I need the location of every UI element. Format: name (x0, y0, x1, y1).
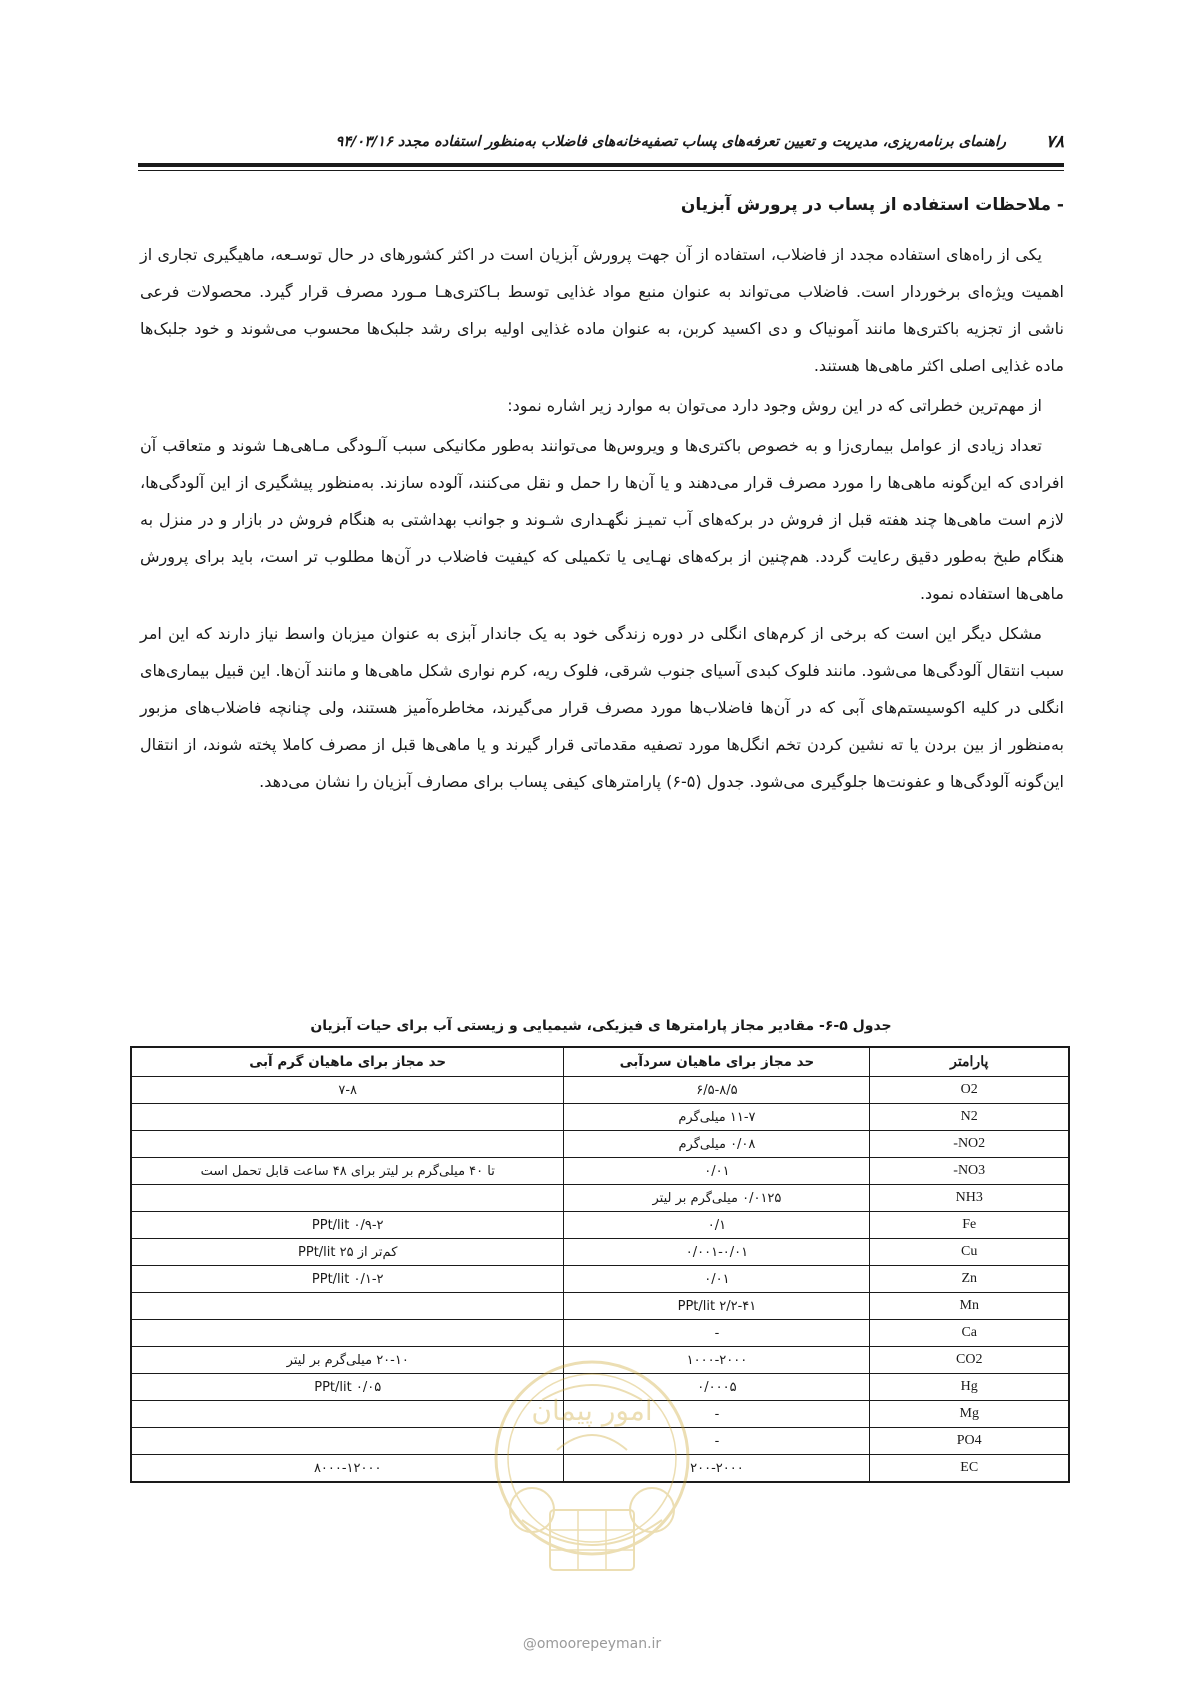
cell-parameter: PO4 (870, 1428, 1069, 1455)
table-row (131, 1185, 1069, 1212)
section-title: - ملاحظات استفاده از پساب در پرورش آبزیان (680, 195, 1064, 215)
cell-warmwater (131, 1293, 564, 1320)
header-parameter: پارامتر (870, 1047, 1069, 1077)
cell-parameter: Zn (870, 1266, 1069, 1293)
cell-coldwater: PPt/lit ۲/۲-۴۱ (564, 1293, 870, 1320)
cell-coldwater: - (564, 1320, 870, 1347)
cell-parameter: CO2 (870, 1347, 1069, 1374)
header-coldwater: حد مجاز برای ماهیان سردآبی (564, 1047, 870, 1077)
cell-coldwater: ۰/۰۰۱-۰/۰۱ (564, 1239, 870, 1266)
cell-parameter: NH3 (870, 1185, 1069, 1212)
cell-coldwater: ۰/۰۱ (564, 1266, 870, 1293)
cell-warmwater (131, 1131, 564, 1158)
cell-parameter: Hg (870, 1374, 1069, 1401)
cell-coldwater: ۰/۰۱۲۵ میلی‌گرم بر لیتر (564, 1185, 870, 1212)
cell-parameter: Fe (870, 1212, 1069, 1239)
cell-parameter: Ca (870, 1320, 1069, 1347)
table-row (131, 1239, 1069, 1266)
table-caption: جدول ۵-۶- مقادیر مجاز پارامترها ی فیزیکی، شیمیایی و زیستی آب برای حیات آبزیان (310, 1018, 892, 1034)
table-row (131, 1293, 1069, 1320)
cell-warmwater: ۷-۸ (131, 1077, 564, 1104)
table-row (131, 1212, 1069, 1239)
cell-warmwater: PPt/lit ۰/۰۵ (131, 1374, 564, 1401)
cell-parameter: NO2- (870, 1131, 1069, 1158)
watermark-logo-text: امور پیمان (531, 1394, 653, 1427)
watermark-site-text: omoorepeyman.ir (536, 1636, 662, 1652)
paragraph-1: یکی از راه‌های استفاده مجدد از فاضلاب، استفاده از آن جهت پرورش آبزیان است در اکثر کشورهای در حال توسـعه، ماهیگیری تجاری از اهمیت ویژه‌ای برخوردار است. فاضلاب می‌تواند به عنوان منبع مواد غذایی توسط بـاکتری‌هـا مـورد مصرف قرار گیرد. محصولات فرعی ناشی از تجزیه باکتری‌ها مانند آمونیاک و دی اکسید کربن، به عنوان ماده غذایی اولیه برای رشد جلبک‌ها محسوب می‌شوند و خود جلبک‌ها ماده غذایی اصلی اکثر ماهی‌ها هستند. (140, 245, 1064, 375)
cell-coldwater: ۱۱-۷ میلی‌گرم (564, 1104, 870, 1131)
cell-coldwater: - (564, 1428, 870, 1455)
table-row (131, 1158, 1069, 1185)
cell-warmwater: PPt/lit ۰/۹-۲ (131, 1212, 564, 1239)
cell-warmwater (131, 1104, 564, 1131)
cell-parameter: NO3- (870, 1158, 1069, 1185)
paragraph-3: تعداد زیادی از عوامل بیماری‌زا و به خصوص باکتری‌ها و ویروس‌ها می‌توانند به‌طور مکانیکی سبب آلـودگی مـاهی‌هـا شوند و متعاقب آن افرادی که این‌گونه ماهی‌ها را مورد مصرف قرار می‌دهند و یا آن‌ها را حمل و نقل می‌کنند، آلوده سازند. به‌منظور پیشگیری از این آلودگی‌ها، لازم است ماهی‌ها چند هفته قبل از فروش در برکه‌های آب تمیـز نگهـداری شـوند و جوانب بهداشتی به هنگام فروش در بازار و در منزل به هنگام طبخ به‌طور دقیق رعایت گردد. هم‌چنین از برکه‌های نهـایی یا تکمیلی که کیفیت فاضلاب در آن‌ها مطلوب تر است، باید برای پرورش ماهی‌ها استفاده نمود. (140, 436, 1064, 603)
header-warmwater: حد مجاز برای ماهیان گرم آبی (131, 1047, 564, 1077)
table-row (131, 1104, 1069, 1131)
cell-parameter: Mg (870, 1401, 1069, 1428)
table-row (131, 1266, 1069, 1293)
cell-coldwater: ۱۰۰۰-۲۰۰۰ (564, 1347, 870, 1374)
cell-parameter: N2 (870, 1104, 1069, 1131)
table-row (131, 1131, 1069, 1158)
cell-warmwater: PPt/lit ۰/۱-۲ (131, 1266, 564, 1293)
section-content (140, 188, 1064, 803)
header-rule-thin (138, 170, 1064, 171)
cell-coldwater: ۲۰۰-۲۰۰۰ (564, 1455, 870, 1483)
table-header-row (131, 1047, 1069, 1077)
page-header (138, 128, 1064, 164)
cell-coldwater: ۶/۵-۸/۵ (564, 1077, 870, 1104)
cell-coldwater: - (564, 1401, 870, 1428)
cell-warmwater (131, 1185, 564, 1212)
cell-parameter: Mn (870, 1293, 1069, 1320)
page-number: ۷۸ (1045, 132, 1064, 152)
cell-parameter: Cu (870, 1239, 1069, 1266)
header-rule-thick (138, 163, 1064, 167)
cell-parameter: O2 (870, 1077, 1069, 1104)
cell-warmwater: تا ۴۰ میلی‌گرم بر لیتر برای ۴۸ ساعت قابل تحمل است (131, 1158, 564, 1185)
table-row (131, 1077, 1069, 1104)
watermark-site: @omoorepeyman.ir (522, 1636, 662, 1652)
watermark-logo (462, 1340, 722, 1620)
paragraph-2: از مهم‌ترین خطراتی که در این روش وجود دارد می‌توان به موارد زیر اشاره نمود: (507, 396, 1042, 415)
cell-warmwater: ۸۰۰۰-۱۲۰۰۰ (131, 1455, 564, 1483)
cell-coldwater: ۰/۰۸ میلی‌گرم (564, 1131, 870, 1158)
running-title: راهنمای برنامه‌ریزی، مدیریت و تعیین تعرفه‌های پساب تصفیه‌خانه‌های فاضلاب به‌منظور استفاده مجدد ۹۴/۰۳/۱۶ (335, 134, 1006, 150)
paragraph-4: مشکل دیگر این است که برخی از کرم‌های انگلی در دوره زندگی خود به یک جاندار آبزی به عنوان میزبان واسط نیاز دارند که این امر سبب انتقال آلودگی‌ها می‌شود. مانند فلوک کبدی آسیای جنوب شرقی، فلوک ریه، کرم نواری شکل ماهی‌ها و مانند آن‌ها. این قبیل بیماری‌های انگلی در کلیه اکوسیستم‌های آبی که در آن‌ها فاضلاب‌ها مورد مصرف قرار می‌گیرند، مخاطره‌آمیز هستند، ولی چنانچه فاضلاب‌های مزبور به‌منظور از بین بردن یا ته نشین کردن تخم انگل‌ها مورد تصفیه مقدماتی قرار گیرند و یا ماهی‌ها قبل از مصرف کاملا پخته شوند، از انتقال این‌گونه آلودگی‌ها و عفونت‌ها جلوگیری می‌شود. جدول (۵-۶) پارامترهای کیفی پساب برای مصارف آبزیان را نشان می‌دهد. (140, 624, 1064, 791)
cell-warmwater: ۲۰-۱۰ میلی‌گرم بر لیتر (131, 1347, 564, 1374)
cell-coldwater: ۰/۰۰۰۵ (564, 1374, 870, 1401)
cell-warmwater: کم‌تر از ۲۵ PPt/lit (131, 1239, 564, 1266)
cell-coldwater: ۰/۱ (564, 1212, 870, 1239)
cell-coldwater: ۰/۰۱ (564, 1158, 870, 1185)
cell-parameter: EC (870, 1455, 1069, 1483)
